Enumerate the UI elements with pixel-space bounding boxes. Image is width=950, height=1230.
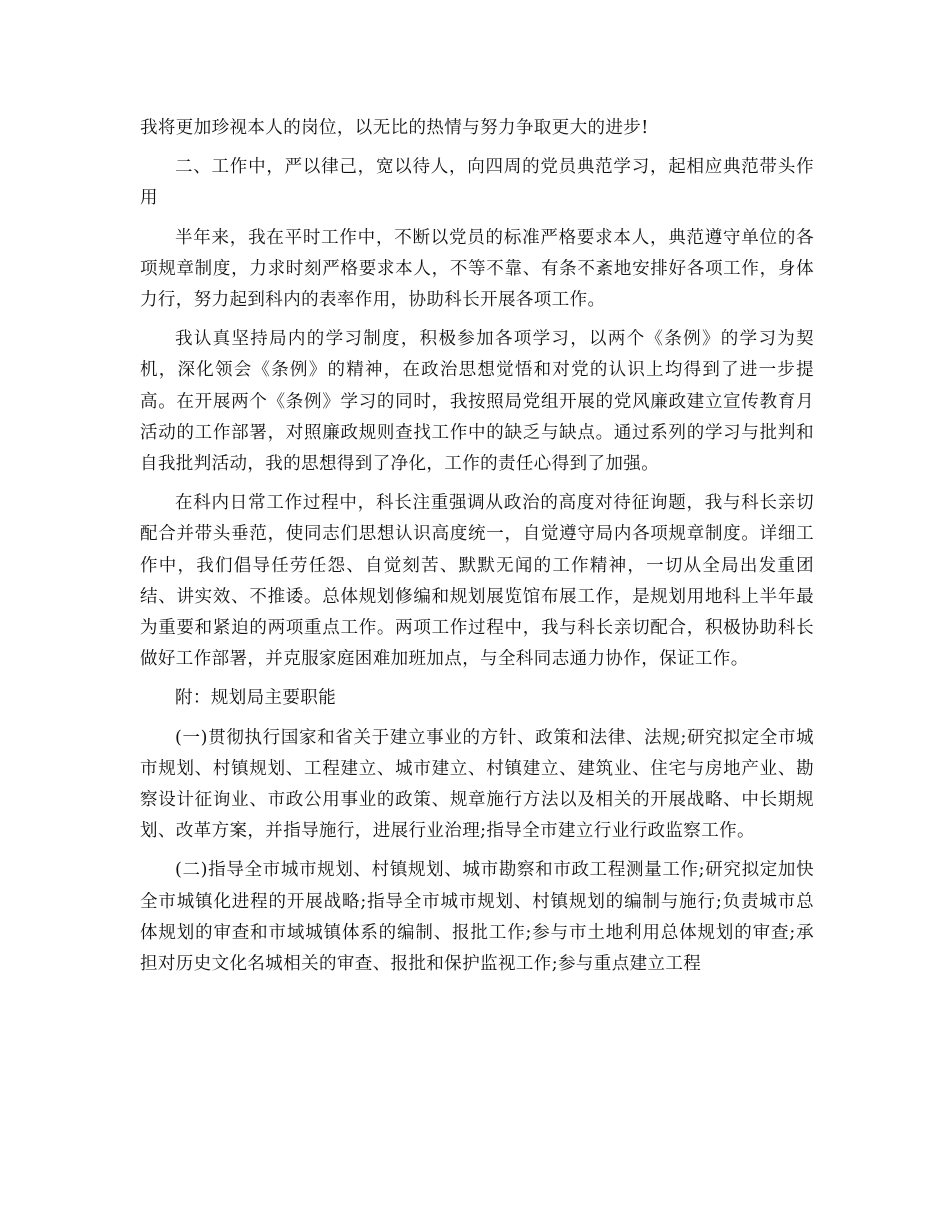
paragraph-half-year: 半年来，我在平时工作中，不断以党员的标准严格要求本人，典范遵守单位的各项规章制度，力求时刻严格要求本人，不等不靠、有条不紊地安排好各项工作，身体力行，努力起到科内的表率作用，协助科长开展各项工作。 [140, 227, 814, 311]
section-heading-two: 二、工作中，严以律己，宽以待人，向四周的党员典范学习，起相应典范带头作用 [140, 157, 814, 209]
function-item-one: (一)贯彻执行国家和省关于建立事业的方针、政策和法律、法规;研究拟定全市城市规划、村镇规划、工程建立、城市建立、村镇建立、建筑业、住宅与房地产业、勘察设计征询业、市政公用事业的政策、规章施行方法以及相关的开展战略、中长期规划、改革方案，并指导施行，进展行业治理;指导全市建立行业行政监察工作。 [140, 727, 814, 842]
document-page [140, 113, 814, 980]
paragraph-daily-work: 在科内日常工作过程中，科长注重强调从政治的高度对待征询题，我与科长亲切配合并带头垂范，使同志们思想认识高度统一，自觉遵守局内各项规章制度。详细工作中，我们倡导任劳任怨、自觉刻苦、默默无闻的工作精神，一切从全局出发重团结、讲实效、不推诿。总体规划修编和规划展览馆布展工作，是规划用地科上半年最为重要和紧迫的两项重点工作。两项工作过程中，我与科长亲切配合，积极协助科长做好工作部署，并克服家庭困难加班加点，与全科同志通力协作，保证工作。 [140, 493, 814, 670]
paragraph-continuation: 我将更加珍视本人的岗位，以无比的热情与努力争取更大的进步! [140, 118, 649, 138]
function-item-two: (二)指导全市城市规划、村镇规划、城市勘察和市政工程测量工作;研究拟定加快全市城镇化进程的开展战略;指导全市城市规划、村镇规划的编制与施行;负责城市总体规划的审查和市域城镇体系的编制、报批工作;参与市土地利用总体规划的审查;承担对历史文化名城相关的审查、报批和保护监视工作;参与重点建立工程 [140, 860, 814, 975]
paragraph-study: 我认真坚持局内的学习制度，积极参加各项学习，以两个《条例》的学习为契机，深化领会《条例》的精神，在政治思想觉悟和对党的认识上均得到了进一步提高。在开展两个《条例》学习的同时，我按照局党组开展的党风廉政建立宣传教育月活动的工作部署，对照廉政规则查找工作中的缺乏与缺点。通过系列的学习与批判和自我批判活动，我的思想得到了净化，工作的责任心得到了加强。 [140, 329, 814, 475]
appendix-heading: 附：规划局主要职能 [175, 688, 337, 709]
